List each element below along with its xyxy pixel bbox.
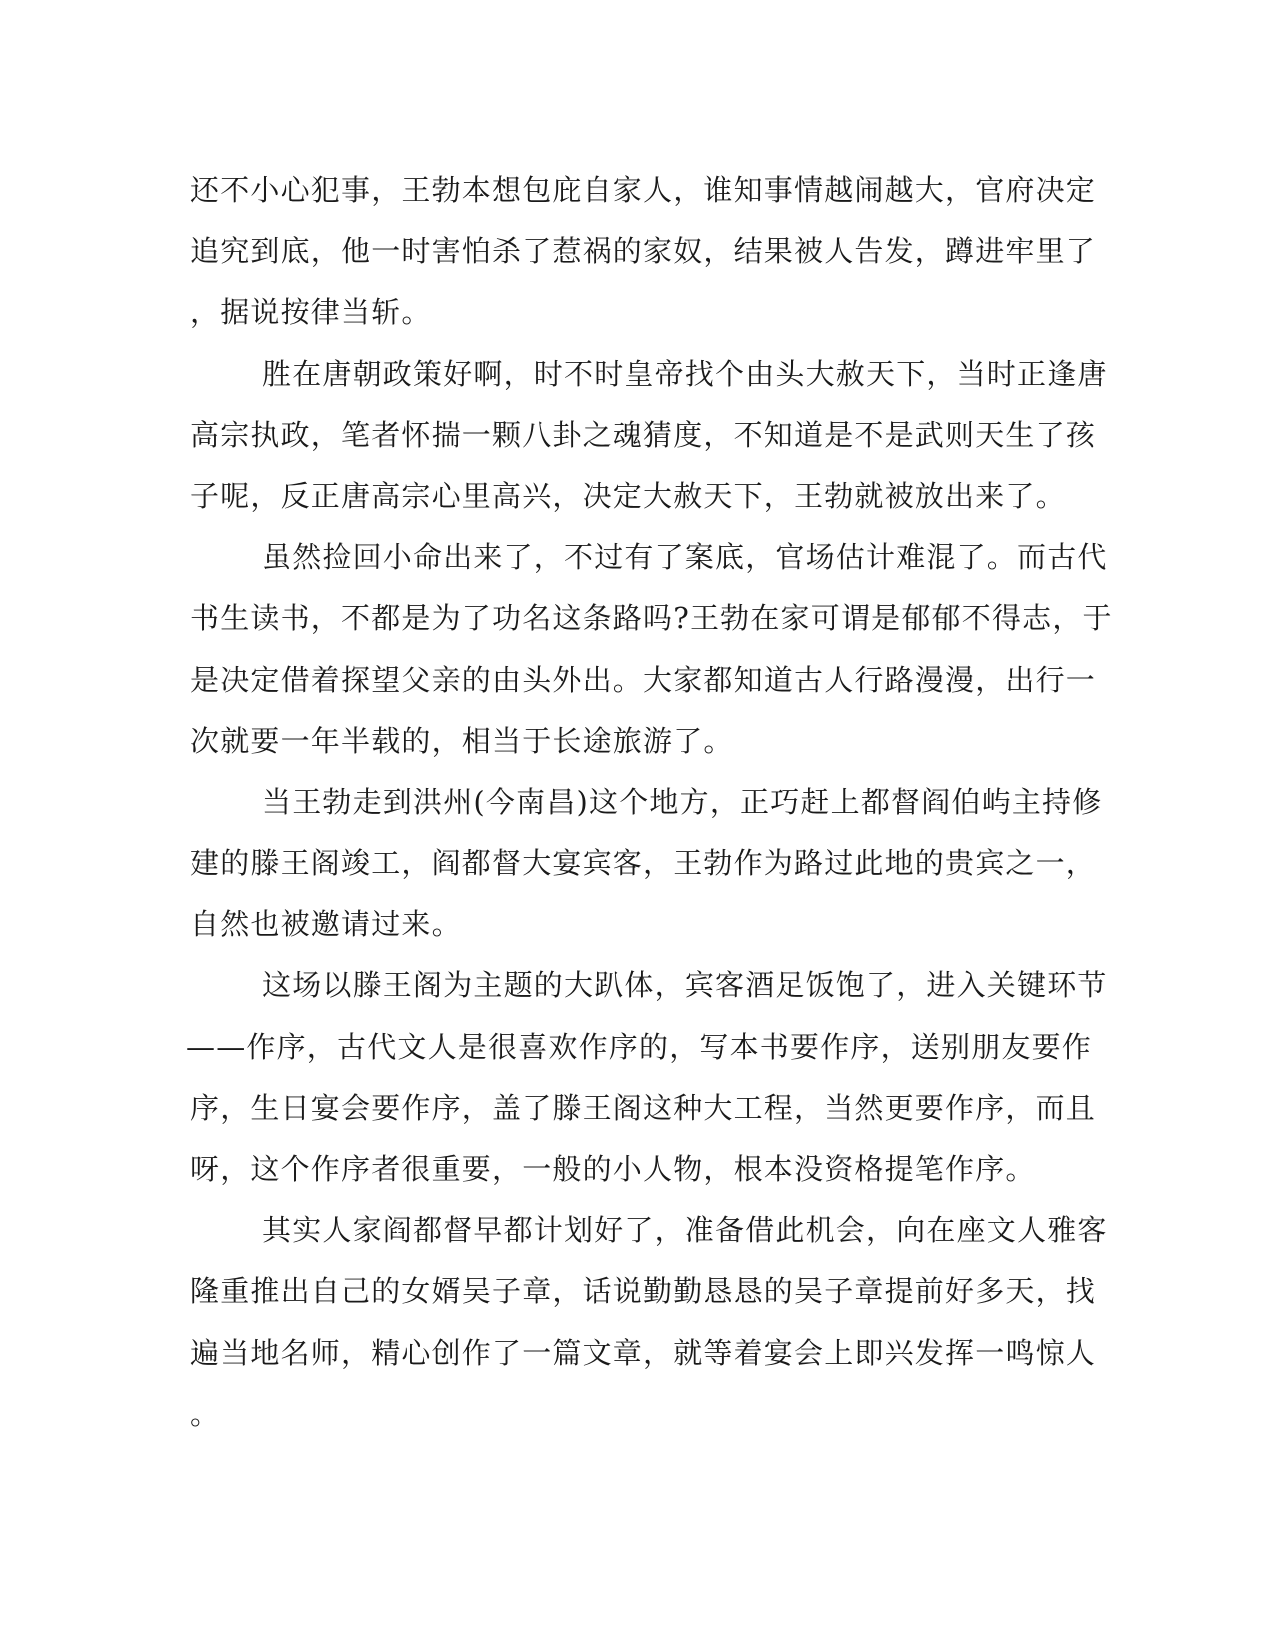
text-line: 高宗执政，笔者怀揣一颗八卦之魂猜度，不知道是不是武则天生了孩 [190, 417, 1097, 452]
body-text [186, 160, 1113, 1445]
text-line: 子呢，反正唐高宗心里高兴，决定大赦天下，王勃就被放出来了。 [190, 478, 1066, 513]
text-line: 追究到底，他一时害怕杀了惹祸的家奴，结果被人告发，蹲进牢里了 [190, 234, 1097, 269]
paragraph [190, 772, 1103, 956]
text-line: 当王勃走到洪州(今南昌)这个地方，正巧赶上都督阎伯屿主持修 [262, 784, 1103, 819]
text-line: 次就要一年半载的，相当于长途旅游了。 [190, 723, 734, 758]
text-line: 是决定借着探望父亲的由头外出。大家都知道古人行路漫漫，出行一 [190, 662, 1097, 697]
text-line: ——作序，古代文人是很喜欢作序的，写本书要作序，送别朋友要作 [186, 1029, 1093, 1064]
paragraph [190, 527, 1113, 772]
paragraph [186, 955, 1108, 1200]
text-line: 还不小心犯事，王勃本想包庇自家人，谁知事情越闹越大，官府决定 [190, 173, 1097, 207]
text-line: 虽然捡回小命出来了，不过有了案底，官场估计难混了。而古代 [262, 540, 1108, 575]
text-line: 序，生日宴会要作序，盖了滕王阁这种大工程，当然更要作序，而且 [190, 1090, 1097, 1125]
text-line: 。 [190, 1396, 221, 1431]
text-line: 建的滕王阁竣工，阎都督大宴宾客，王勃作为路过此地的贵宾之一， [190, 846, 1097, 881]
text-line: 自然也被邀请过来。 [190, 907, 462, 942]
paragraph [190, 1200, 1108, 1445]
text-line: 遍当地名师，精心创作了一篇文章，就等着宴会上即兴发挥一鸣惊人 [190, 1335, 1097, 1370]
text-line: 这场以滕王阁为主题的大趴体，宾客酒足饭饱了，进入关键环节 [262, 968, 1108, 1003]
text-line: 胜在唐朝政策好啊，时不时皇帝找个由头大赦天下，当时正逢唐 [262, 356, 1108, 391]
paragraph [190, 344, 1108, 528]
text-line: 呀，这个作序者很重要，一般的小人物，根本没资格提笔作序。 [190, 1152, 1036, 1186]
paragraph [190, 160, 1097, 344]
text-line: 隆重推出自己的女婿吴子章，话说勤勤恳恳的吴子章提前好多天，找 [190, 1274, 1097, 1309]
text-line: ，据说按律当斩。 [190, 295, 432, 330]
text-line: 书生读书，不都是为了功名这条路吗?王勃在家可谓是郁郁不得志，于 [190, 601, 1113, 636]
text-line: 其实人家阎都督早都计划好了，准备借此机会，向在座文人雅客 [262, 1213, 1108, 1248]
